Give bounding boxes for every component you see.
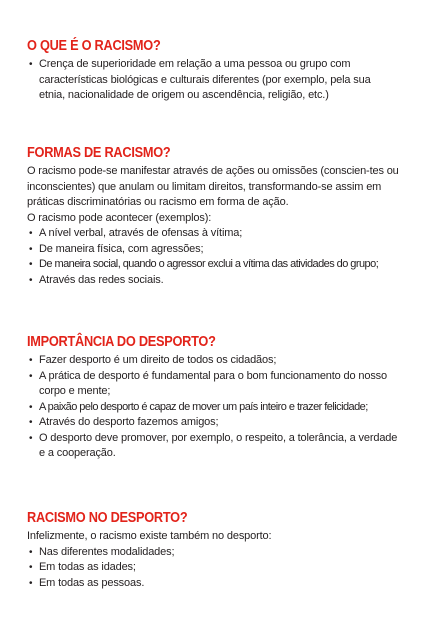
section-heading: IMPORTÂNCIA DO DESPORTO?: [27, 334, 216, 350]
bullet-icon: •: [29, 401, 33, 413]
list-item-text: A nível verbal, através de ofensas à vítima;: [39, 227, 243, 239]
list-item-text: Através do desporto fazemos amigos;: [39, 416, 219, 428]
bullet-list: [0, 226, 428, 288]
section-heading: RACISMO NO DESPORTO?: [27, 510, 188, 526]
list-item: [0, 273, 399, 289]
section-racism-in-sport: [0, 510, 428, 591]
section-forms-of-racism: [0, 145, 428, 288]
bullet-icon: •: [29, 546, 33, 558]
list-item-text: A prática de desporto é fundamental para o bom funcionamento do nosso corpo e mente;: [39, 369, 387, 397]
bullet-icon: •: [29, 417, 33, 428]
bullet-icon: •: [29, 562, 33, 573]
bullet-icon: •: [29, 274, 33, 286]
bullet-icon: •: [29, 243, 33, 255]
list-item: [0, 226, 399, 242]
list-item-text: Em todas as idades;: [39, 561, 136, 573]
list-item-text: A paixão pelo desporto é capaz de mover um país inteiro e trazer felicidade;: [39, 400, 368, 413]
section-what-is-racism: [0, 38, 428, 104]
list-item: [0, 560, 399, 576]
bullet-icon: •: [29, 355, 33, 366]
section-heading: O QUE É O RACISMO?: [27, 38, 161, 54]
section-heading: FORMAS DE RACISMO?: [27, 145, 171, 161]
list-item-text: De maneira física, com agressões;: [39, 242, 204, 255]
paragraph: O racismo pode-se manifestar através de ações ou omissões (conscien-tes ou inconscientes) que anulam ou limitam direitos, transformando-se assim em práticas discriminatórias ou racismo em forma de ação.: [27, 165, 399, 208]
list-item-text: Em todas as pessoas.: [39, 576, 145, 589]
paragraph: Infelizmente, o racismo existe também no desporto:: [27, 530, 272, 542]
list-item: [0, 415, 399, 431]
bullet-list: [0, 545, 428, 592]
list-item: [0, 369, 399, 400]
list-item: [0, 353, 399, 369]
list-item: [0, 57, 399, 104]
bullet-icon: •: [29, 59, 33, 70]
list-item-text: Nas diferentes modalidades;: [39, 545, 175, 558]
list-item-text: Através das redes sociais.: [39, 273, 164, 286]
list-item: [0, 545, 399, 561]
bullet-icon: •: [29, 370, 33, 382]
list-item: [0, 576, 399, 592]
list-item-text: De maneira social, quando o agressor exclui a vítima das atividades do grupo;: [39, 258, 379, 270]
list-item: [0, 431, 399, 462]
bullet-icon: •: [29, 577, 33, 589]
paragraph: O racismo pode acontecer (exemplos):: [27, 211, 212, 224]
bullet-icon: •: [29, 228, 33, 239]
list-item: [0, 242, 399, 258]
bullet-list: [0, 353, 428, 462]
bullet-icon: •: [29, 432, 33, 444]
list-item-text: O desporto deve promover, por exemplo, o respeito, a tolerância, a verdade e a cooperação.: [39, 431, 398, 459]
list-item: [0, 257, 399, 273]
bullet-list: [0, 57, 428, 104]
list-item: [0, 400, 399, 416]
bullet-icon: •: [29, 259, 33, 270]
section-importance-of-sport: [0, 334, 428, 462]
list-item-text: Fazer desporto é um direito de todos os cidadãos;: [39, 354, 277, 366]
list-item-text: Crença de superioridade em relação a uma pessoa ou grupo com características biológicas e culturais diferentes (por exemplo, pela sua etnia, nacionalidade de origem ou ascendência, religião, etc.): [39, 58, 371, 101]
